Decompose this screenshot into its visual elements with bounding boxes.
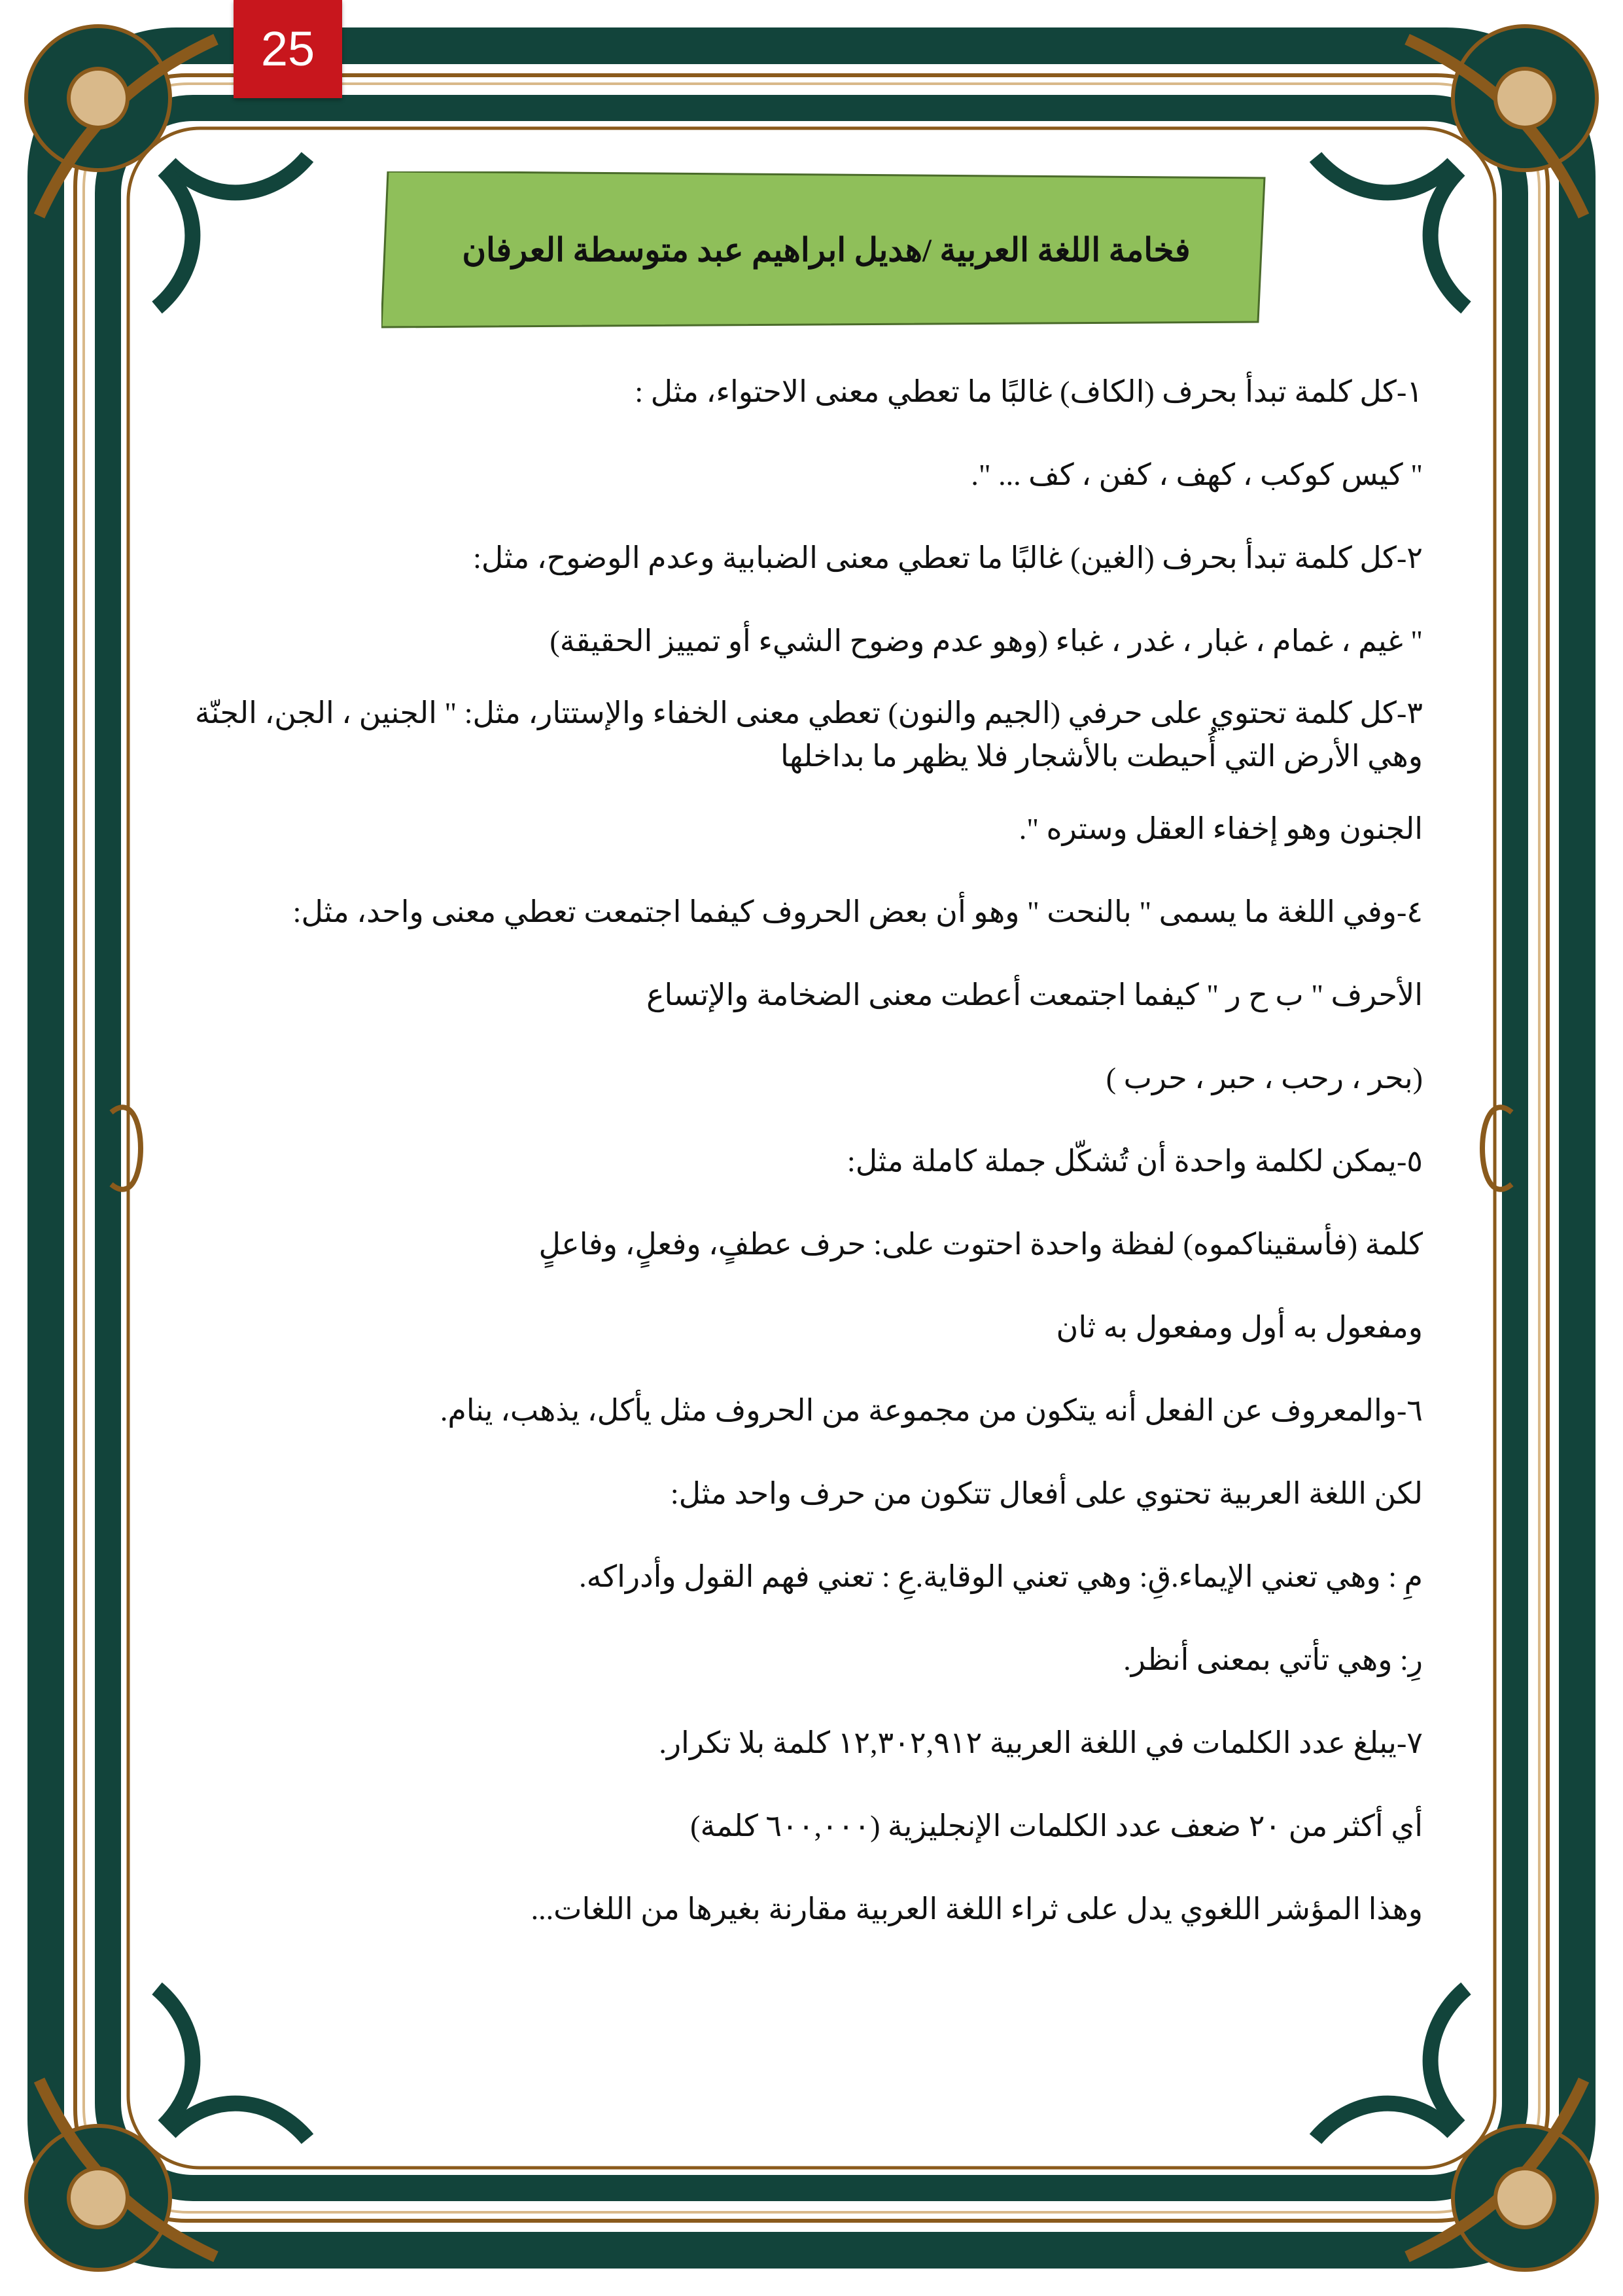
paragraph-line: الجنون وهو إخفاء العقل وستره ". [1019,812,1423,845]
article-body [167,350,1423,1951]
page-number-badge: 25 [234,0,342,98]
paragraph-line: " غيم ، غمام ، غبار ، غدر ، غباء (وهو عدم وضوح الشيء أو تمييز الحقيقة) [550,624,1423,658]
paragraph-line: أي أكثر من ٢٠ ضعف عدد الكلمات الإنجليزية (٦٠٠,٠٠٠ كلمة) [690,1809,1423,1843]
paragraph-line: ٦-والمعروف عن الفعل أنه يتكون من مجموعة من الحروف مثل يأكل، يذهب، ينام. [440,1394,1423,1427]
corner-ornament-bottom-left-icon [26,1988,307,2270]
paragraph-line: لكن اللغة العربية تحتوي على أفعال تتكون من حرف واحد مثل: [670,1477,1423,1510]
paragraph-line: رِ: وهي تأتي بمعنى أنظر. [1123,1643,1423,1676]
paragraph-line: وهذا المؤشر اللغوي يدل على ثراء اللغة العربية مقارنة بغيرها من اللغات... [531,1892,1423,1926]
corner-ornament-top-right-icon [1316,26,1597,308]
paragraph-line: (بحر ، رحب ، حبر ، حرب ) [1106,1061,1423,1095]
title-banner [381,171,1271,328]
paragraph-line: مِ : وهي تعني الإيماء.قِ: وهي تعني الوقاية.عِ : تعني فهم القول وأدراكه. [579,1560,1423,1593]
paragraph-line: كلمة (فأسقيناكموه) لفظة واحدة احتوت على: حرف عطفٍ، وفعلٍ، وفاعلٍ [538,1227,1423,1261]
paragraph-line: الأحرف " ب ح ر " كيفما اجتمعت أعطت معنى الضخامة والإتساع [646,978,1423,1012]
paragraph-line: ٧-يبلغ عدد الكلمات في اللغة العربية ١٢,٣٠٢,٩١٢ كلمة بلا تكرار. [659,1726,1423,1759]
paragraph-line: " كيس كوكب ، كهف ، كفن ، كف ... ". [971,458,1423,491]
corner-ornament-bottom-right-icon [1316,1988,1597,2270]
paragraph-line: ٤-وفي اللغة ما يسمى " بالنحت " وهو أن بعض الحروف كيفما اجتمعت تعطي معنى واحد، مثل: [292,895,1423,928]
page-title: فخامة اللغة العربية /هديل ابراهيم عبد متوسطة العرفان [462,232,1191,268]
paragraph-line: ١-كل كلمة تبدأ بحرف (الكاف) غالبًا ما تعطي معنى الاحتواء، مثل : [635,375,1423,408]
paragraph-line: ٥-يمكن لكلمة واحدة أن تُشكّل جملة كاملة مثل: [846,1144,1423,1178]
paragraph-line: ٣-كل كلمة تحتوي على حرفي (الجيم والنون) تعطي معنى الخفاء والإستتار، مثل: " الجنين ، الجن، الجنّة وهي الأرض التي أُحيطت بالأشجار فلا يظهر ما بداخلها [194,696,1423,773]
paragraph-line: ومفعول به أول ومفعول به ثان [1056,1311,1423,1344]
paragraph-line: ٢-كل كلمة تبدأ بحرف (الغين) غالبًا ما تعطي معنى الضبابية وعدم الوضوح، مثل: [473,541,1423,574]
